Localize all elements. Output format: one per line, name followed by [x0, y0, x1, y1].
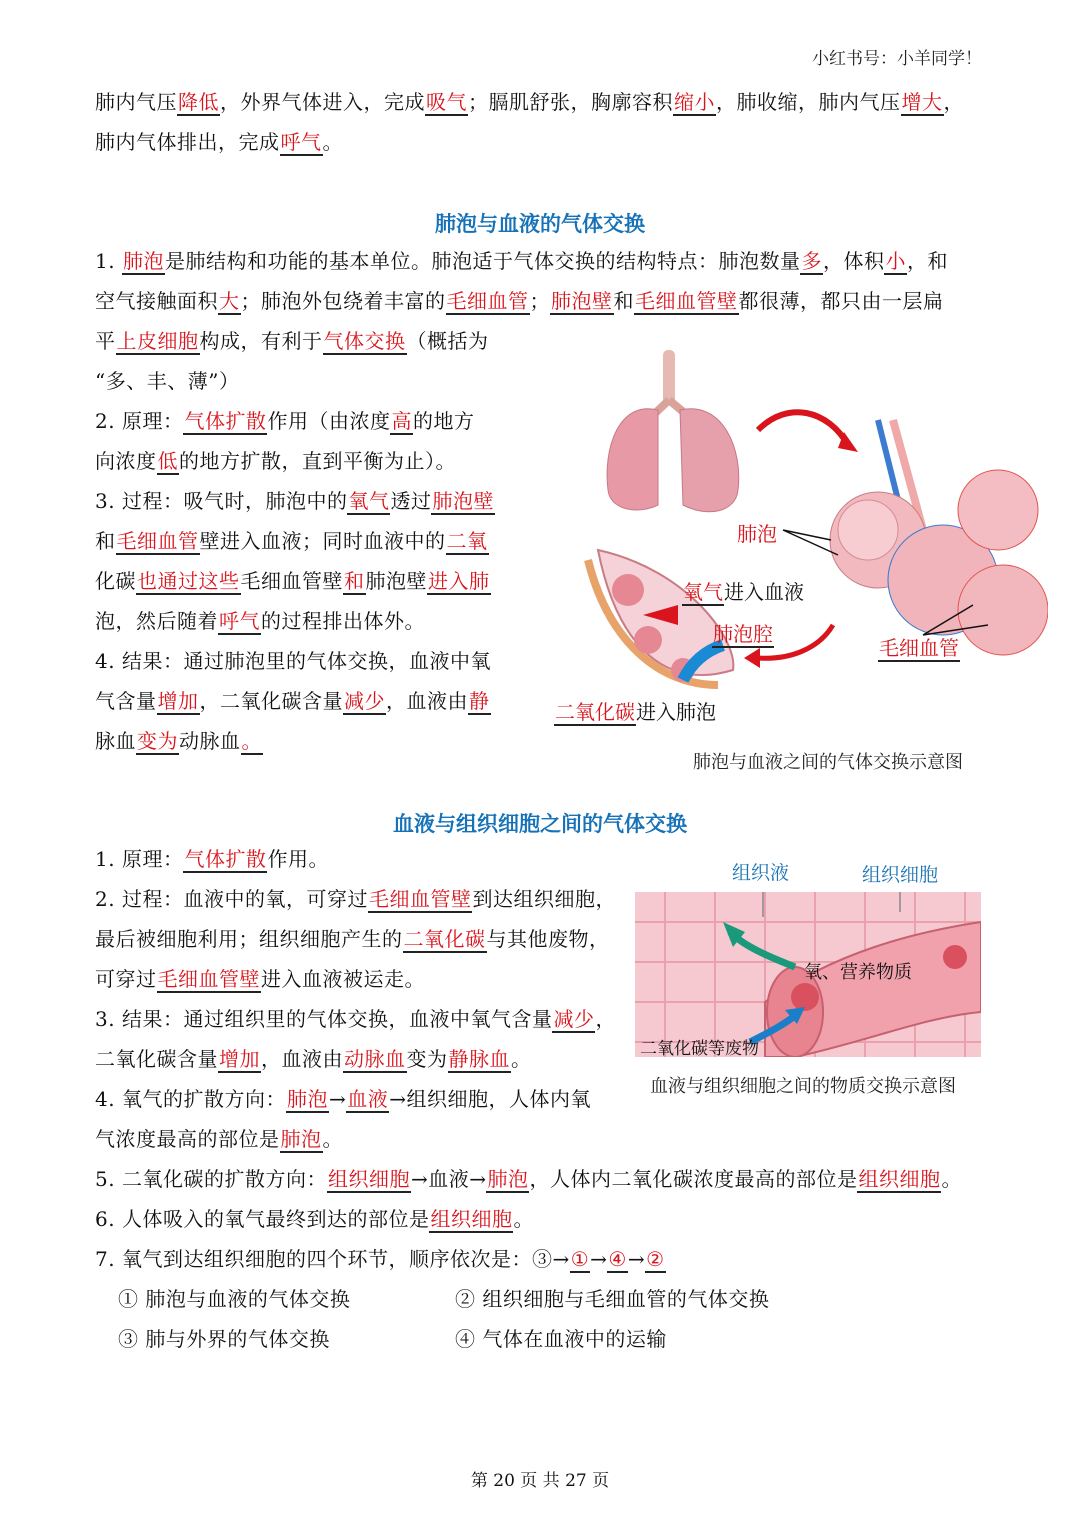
text-segment: 动脉血 — [179, 729, 241, 753]
text-segment: 1. 原理： — [95, 847, 184, 871]
text-segment: 壁进入血液；同时血液中的 — [199, 529, 446, 553]
answer-blank: 呼气 — [280, 130, 322, 154]
text-segment: 。 — [322, 1127, 343, 1151]
text-segment: 1. — [95, 249, 122, 273]
text-segment: 4. 氧气的扩散方向： — [95, 1087, 286, 1111]
s1-p4c — [95, 721, 263, 761]
text-segment: → — [590, 1247, 608, 1271]
text-segment: ，和 — [906, 249, 948, 273]
answer-blank: 气体扩散 — [184, 409, 267, 433]
s1-p4b — [95, 681, 491, 721]
text-segment: 3. 结果：通过组织里的气体交换，血液中氧气含量 — [95, 1007, 553, 1031]
text-segment: ，血液由 — [261, 1047, 343, 1071]
answer-blank: 小 — [885, 249, 906, 273]
answer-blank: 变为 — [137, 729, 178, 753]
s1-p1d: “多、丰、薄”） — [95, 369, 240, 393]
text-segment: 泡，然后随着 — [95, 609, 218, 633]
s2-p5 — [95, 1159, 962, 1199]
answer-blank: 大 — [219, 289, 240, 313]
answer-blank: 组织细胞 — [430, 1207, 513, 1231]
s1-p3c — [95, 561, 491, 601]
answer-blank: 增大 — [901, 90, 943, 114]
text-segment: 。 — [511, 1047, 532, 1071]
answer-blank: 氧气 — [348, 489, 390, 513]
answer-blank: 低 — [157, 449, 178, 473]
text-segment: 到达组织细胞， — [472, 887, 616, 911]
alveoli-cluster — [830, 420, 1048, 655]
answer-blank: 呼气 — [219, 609, 260, 633]
answer-blank: 上皮细胞 — [116, 329, 199, 353]
text-segment: → — [627, 1247, 646, 1271]
text-segment: 进入血液被运走。 — [261, 967, 425, 991]
s2-opt-4: ④ 气体在血液中的运输 — [455, 1327, 667, 1351]
s2-p7 — [95, 1239, 666, 1279]
s1-p3a — [95, 481, 495, 521]
text-segment: （概括为 — [406, 329, 489, 353]
answer-blank: 气体交换 — [323, 329, 406, 353]
text-segment: ，外界气体进入，完成 — [220, 90, 425, 114]
s2-p4b — [95, 1119, 343, 1159]
text-segment: 。 — [941, 1167, 962, 1191]
s2-p3b — [95, 1039, 532, 1079]
text-segment: 作用。 — [267, 847, 329, 871]
text-segment: →血液→ — [410, 1167, 487, 1191]
answer-blank: 血液 — [347, 1087, 389, 1111]
text-segment: 6. 人体吸入的氧气最终到达的部位是 — [95, 1207, 430, 1231]
text-segment: 和 — [613, 289, 634, 313]
fig2-label-fluid: 组织液 — [732, 862, 790, 884]
answer-blank: 二氧化碳 — [403, 927, 486, 951]
text-segment: ；肺泡外包绕着丰富的 — [240, 289, 446, 313]
fig1-label-cavity: 肺泡腔 — [713, 622, 773, 646]
answer-blank: 减少 — [553, 1007, 595, 1031]
answer-blank: 降低 — [178, 90, 219, 114]
answer-blank: 肺泡壁 — [432, 489, 494, 513]
text-segment: 的地方 — [412, 409, 475, 433]
s1-p3b — [95, 521, 489, 561]
text-segment: 肺内气体排出，完成 — [95, 130, 280, 154]
text-segment: ，二氧化碳含量 — [199, 689, 343, 713]
answer-blank: ① — [570, 1247, 590, 1271]
answer-blank: 进入肺 — [428, 569, 490, 593]
s2-p4a — [95, 1079, 591, 1119]
fig2-label-cell: 组织细胞 — [862, 864, 939, 886]
text-segment: 作用（由浓度 — [267, 409, 391, 433]
s2-opt-2: ② 组织细胞与毛细血管的气体交换 — [455, 1287, 770, 1311]
answer-blank: 组织细胞 — [858, 1167, 941, 1191]
s1-p1b — [95, 281, 944, 321]
s1-p3d — [95, 601, 425, 641]
text-segment: 。 — [322, 130, 343, 154]
answer-blank: 。 — [241, 729, 262, 753]
answer-blank: ④ — [608, 1247, 627, 1271]
text-segment: ；膈肌舒张，胸廓容积 — [468, 90, 673, 114]
fig2-caption: 血液与组织细胞之间的物质交换示意图 — [650, 1076, 956, 1097]
text-segment: 构成，有利于 — [199, 329, 323, 353]
text-segment: 5. 二氧化碳的扩散方向： — [95, 1167, 327, 1191]
text-segment: 向浓度 — [95, 449, 157, 473]
text-segment: ，血液由 — [386, 689, 468, 713]
answer-blank: 肺泡壁 — [551, 289, 613, 313]
fig1-label-oxygen: 氧气进入血液 — [683, 580, 804, 604]
text-segment: 3. 过程：吸气时，肺泡中的 — [95, 489, 348, 513]
text-segment: 脉血 — [95, 729, 136, 753]
fig2-label-oxygen: 氧、营养物质 — [804, 962, 912, 983]
text-segment: ； — [529, 289, 550, 313]
answer-blank: 气体扩散 — [184, 847, 267, 871]
text-segment: 7. 氧气到达组织细胞的四个环节，顺序依次是：③→ — [95, 1247, 570, 1271]
text-segment: 空气接触面积 — [95, 289, 218, 313]
alveoli-gas-exchange-figure — [548, 340, 1048, 740]
answer-blank: 和 — [344, 569, 365, 593]
answer-blank: 毛细血管壁 — [635, 289, 738, 313]
text-segment: 气含量 — [95, 689, 157, 713]
text-segment: →组织细胞，人体内氧 — [389, 1087, 591, 1111]
text-segment: ， — [595, 1007, 616, 1031]
s1-p2b — [95, 441, 456, 481]
text-segment: ， — [943, 90, 964, 114]
answer-blank: 肺泡 — [487, 1167, 529, 1191]
answer-blank: ② — [646, 1247, 665, 1271]
answer-blank: 多 — [801, 249, 822, 273]
fig1-label-alveolus: 肺泡 — [737, 522, 777, 546]
answer-blank: 动脉血 — [344, 1047, 406, 1071]
answer-blank: 减少 — [344, 689, 385, 713]
text-segment: 与其他废物， — [486, 927, 610, 951]
text-segment: ，人体内二氧化碳浓度最高的部位是 — [529, 1167, 858, 1191]
section-title-alveoli: 肺泡与血液的气体交换 — [435, 212, 645, 236]
text-segment: 2. 过程：血液中的氧，可穿过 — [95, 887, 368, 911]
answer-blank: 肺泡 — [122, 249, 164, 273]
answer-blank: 静 — [469, 689, 490, 713]
text-segment: 肺内气压 — [95, 90, 177, 114]
answer-blank: 增加 — [219, 1047, 260, 1071]
text-segment: 肺泡壁 — [365, 569, 427, 593]
answer-blank: 肺泡 — [280, 1127, 322, 1151]
s2-p6 — [95, 1199, 534, 1239]
answer-blank: 二氧 — [446, 529, 488, 553]
s2-p3a — [95, 999, 616, 1039]
answer-blank: 组织细胞 — [327, 1167, 410, 1191]
answer-blank: 毛细血管 — [446, 289, 529, 313]
text-segment: 平 — [95, 329, 116, 353]
answer-blank: 静脉血 — [448, 1047, 510, 1071]
s1-p1c — [95, 321, 489, 361]
answer-blank: 毛细血管壁 — [368, 887, 472, 911]
text-segment: 化碳 — [95, 569, 136, 593]
text-segment: 和 — [95, 529, 116, 553]
answer-blank: 高 — [391, 409, 412, 433]
text-segment: 透过 — [390, 489, 432, 513]
text-segment: → — [328, 1087, 347, 1111]
text-segment: 的地方扩散，直到平衡为止）。 — [179, 449, 456, 473]
answer-blank: 肺泡 — [286, 1087, 328, 1111]
text-segment: 2. 原理： — [95, 409, 184, 433]
s2-p1 — [95, 839, 329, 879]
answer-blank: 吸气 — [426, 90, 467, 114]
text-segment: 都很薄，都只由一层扁 — [738, 289, 944, 313]
section-title-tissue: 血液与组织细胞之间的气体交换 — [393, 812, 687, 836]
text-segment: ，肺收缩，肺内气压 — [716, 90, 901, 114]
text-segment: 毛细血管壁 — [240, 569, 343, 593]
answer-blank: 缩小 — [674, 90, 715, 114]
text-segment: 的过程排出体外。 — [261, 609, 425, 633]
s2-p2c — [95, 959, 425, 999]
answer-blank: 毛细血管壁 — [157, 967, 260, 991]
text-segment: 是肺结构和功能的基本单位。肺泡适于气体交换的结构特点：肺泡数量 — [164, 249, 801, 273]
text-segment: 最后被细胞利用；组织细胞产生的 — [95, 927, 403, 951]
intro-line-1 — [95, 82, 964, 122]
fig1-caption: 肺泡与血液之间的气体交换示意图 — [693, 752, 963, 773]
source-header: 小红书号：小羊同学！ — [812, 49, 982, 69]
fig1-label-capillary: 毛细血管 — [879, 636, 959, 660]
page-footer: 第 20 页 共 27 页 — [470, 1471, 610, 1491]
s2-p2a — [95, 879, 616, 919]
answer-blank: 也通过这些 — [137, 569, 240, 593]
s2-opt-3: ③ 肺与外界的气体交换 — [118, 1327, 330, 1351]
text-segment: 。 — [513, 1207, 534, 1231]
s1-p1a — [95, 241, 948, 281]
text-segment: 气浓度最高的部位是 — [95, 1127, 280, 1151]
s1-p4a: 4. 结果：通过肺泡里的气体交换，血液中氧 — [95, 649, 491, 673]
text-segment: 变为 — [406, 1047, 448, 1071]
fig2-label-co2: 二氧化碳等废物 — [640, 1039, 759, 1059]
s2-p2b — [95, 919, 610, 959]
text-segment: 可穿过 — [95, 967, 157, 991]
answer-blank: 毛细血管 — [116, 529, 199, 553]
answer-blank: 增加 — [157, 689, 199, 713]
text-segment: ，体积 — [822, 249, 885, 273]
intro-line-2 — [95, 122, 343, 162]
fig1-label-co2: 二氧化碳进入肺泡 — [555, 700, 716, 724]
s2-opt-1: ① 肺泡与血液的气体交换 — [118, 1287, 351, 1311]
lungs-illustration — [607, 350, 739, 512]
s1-p2a — [95, 401, 474, 441]
text-segment: 二氧化碳含量 — [95, 1047, 218, 1071]
